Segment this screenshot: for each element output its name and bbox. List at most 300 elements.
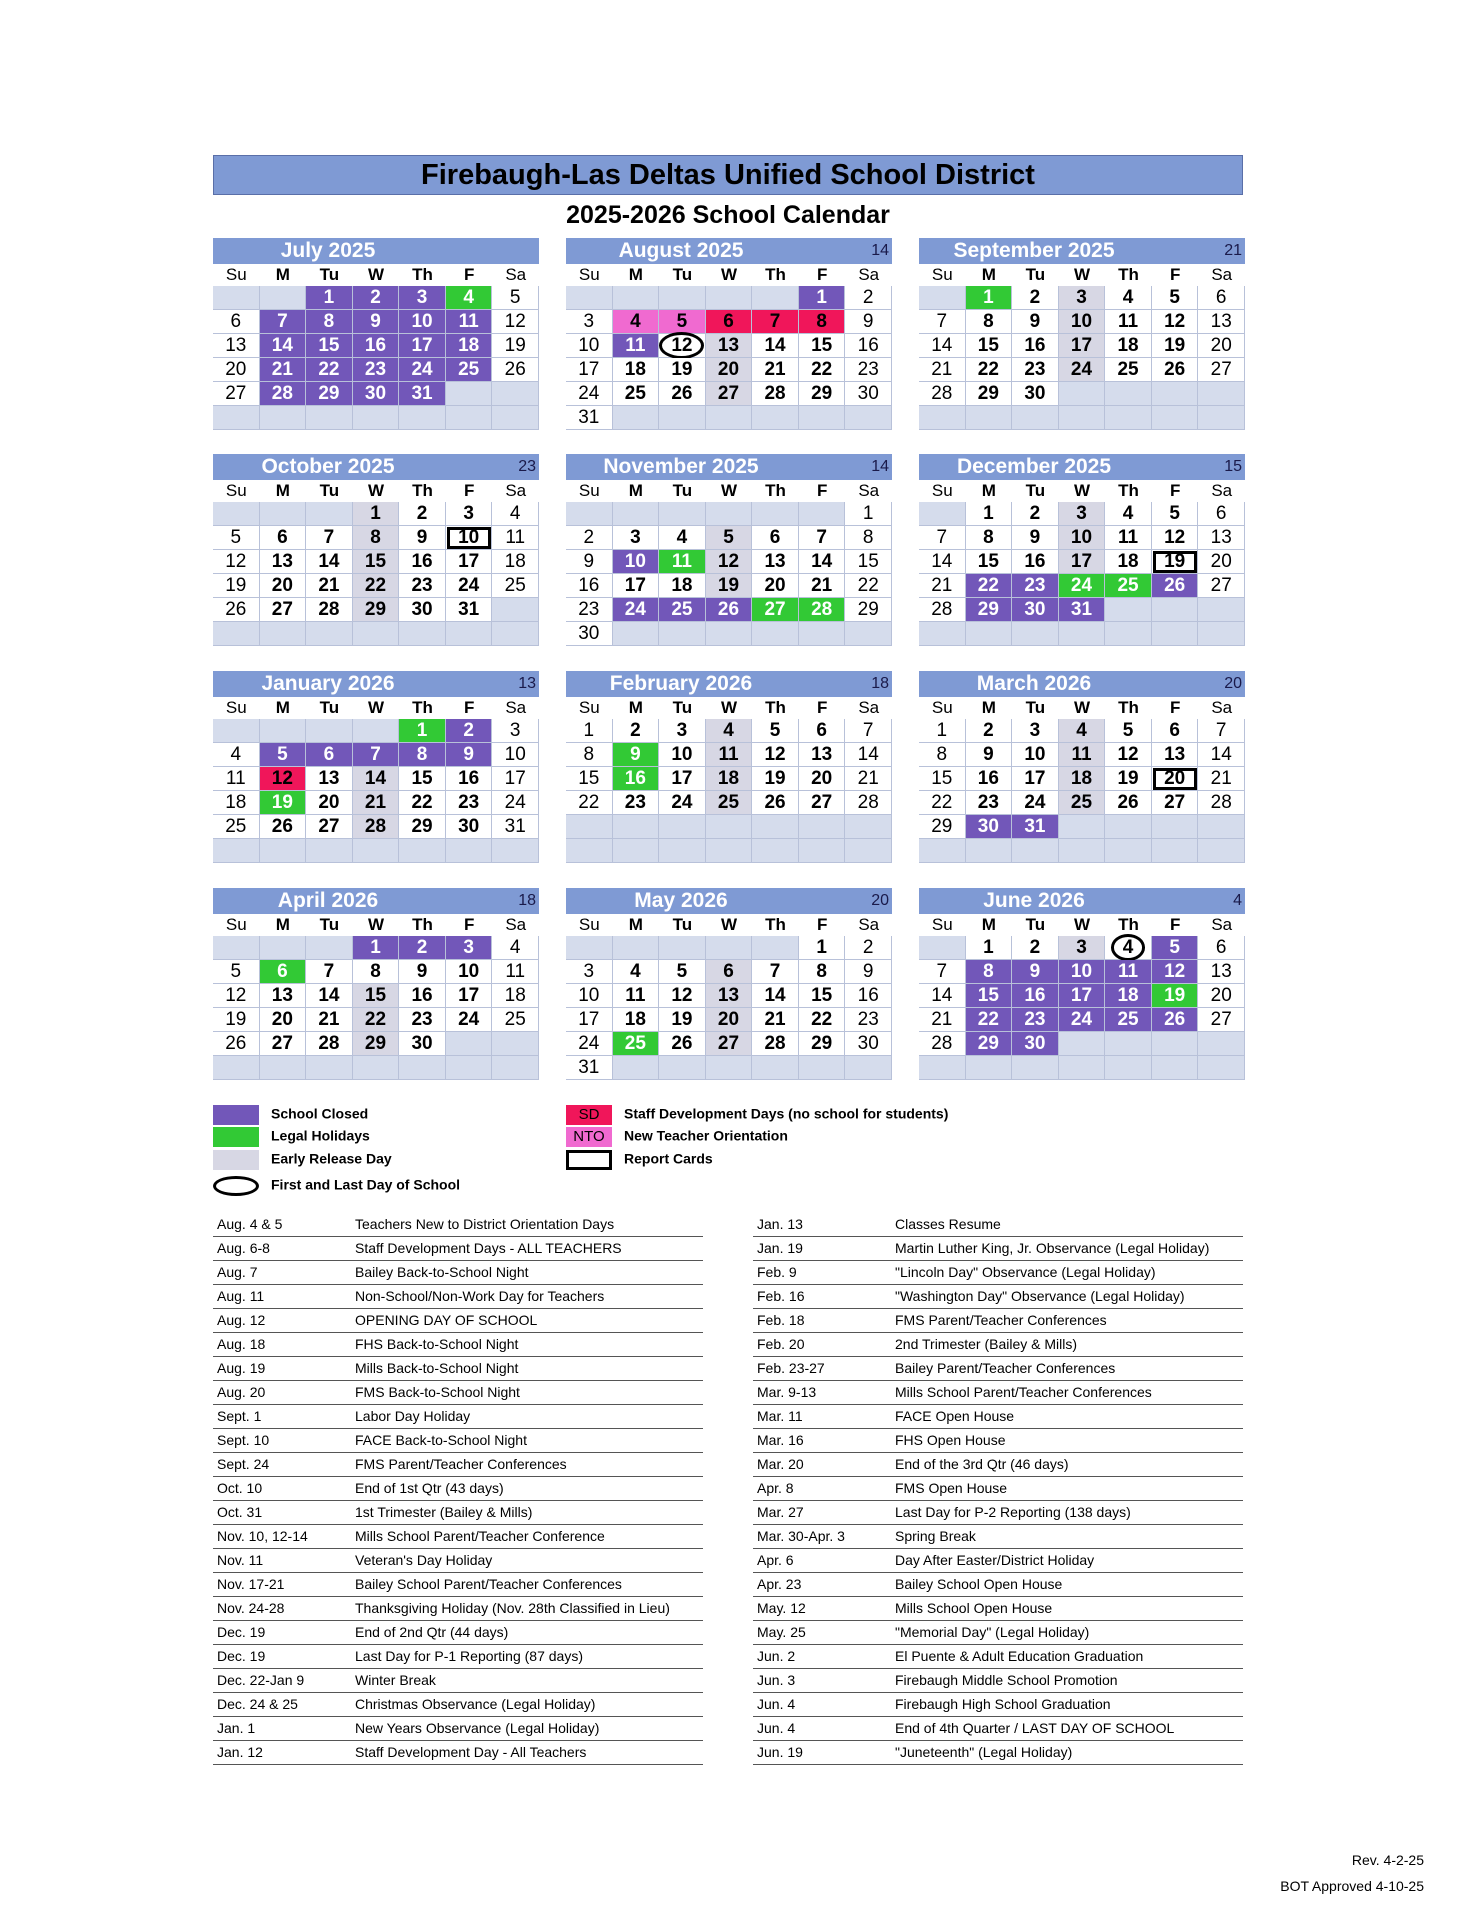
event-description: Christmas Observance (Legal Holiday) — [355, 1696, 596, 1712]
day-cell: 21 — [752, 358, 799, 382]
event-date: Apr. 23 — [757, 1576, 802, 1592]
day-cell: 7 — [306, 526, 353, 550]
day-cell: 7 — [919, 960, 966, 984]
day-cell: 28 — [919, 382, 966, 406]
day-cell: 30 — [566, 622, 613, 646]
event-date: Aug. 19 — [217, 1360, 266, 1376]
day-cell: 31 — [446, 598, 493, 622]
weekday-header: W — [353, 697, 400, 719]
event-row — [753, 1477, 1243, 1501]
day-cell: 2 — [1012, 936, 1059, 960]
empty-day-cell — [260, 839, 307, 863]
day-cell: 16 — [446, 767, 493, 791]
weekday-header: W — [353, 264, 400, 286]
day-cell: 12 — [752, 743, 799, 767]
day-cell: 22 — [966, 1008, 1013, 1032]
event-date: Aug. 12 — [217, 1312, 266, 1328]
day-cell: 9 — [566, 550, 613, 574]
day-cell: 14 — [353, 767, 400, 791]
day-cell: 8 — [353, 960, 400, 984]
empty-day-cell — [919, 502, 966, 526]
day-cell: 1 — [353, 502, 400, 526]
event-description: Labor Day Holiday — [355, 1408, 471, 1424]
weekday-header: Th — [1105, 697, 1152, 719]
empty-day-cell — [1059, 622, 1106, 646]
day-cell: 15 — [966, 334, 1013, 358]
day-cell: 22 — [306, 358, 353, 382]
weekday-header: Th — [1105, 480, 1152, 502]
day-cell: 8 — [799, 960, 846, 984]
month-name: October 2025 — [261, 455, 395, 478]
event-row — [753, 1453, 1243, 1477]
empty-day-cell — [213, 936, 260, 960]
empty-day-cell — [446, 382, 493, 406]
empty-day-cell — [1198, 815, 1245, 839]
day-cell: 19 — [1105, 767, 1152, 791]
weekday-header: Tu — [306, 697, 353, 719]
day-cell: 6 — [1198, 502, 1245, 526]
sd-swatch: SD — [566, 1105, 612, 1125]
revision-note: Rev. 4-2-25 — [1351, 1852, 1424, 1868]
weekday-header: Su — [213, 480, 260, 502]
legend-holiday-label: Legal Holidays — [271, 1127, 370, 1144]
day-cell: 14 — [1198, 743, 1245, 767]
day-cell: 6 — [706, 310, 753, 334]
weekday-header: Sa — [492, 480, 539, 502]
empty-day-cell — [1152, 382, 1199, 406]
weekday-header: Tu — [1012, 264, 1059, 286]
day-cell: 25 — [446, 358, 493, 382]
day-cell: 6 — [260, 960, 307, 984]
day-cell: 26 — [213, 598, 260, 622]
first-last-oval-icon — [213, 1176, 259, 1196]
day-cell: 9 — [1012, 310, 1059, 334]
event-date: Dec. 24 & 25 — [217, 1696, 298, 1712]
event-row — [213, 1717, 703, 1741]
day-cell: 19 — [1152, 334, 1199, 358]
weekday-header: M — [613, 480, 660, 502]
event-date: Jun. 19 — [757, 1744, 803, 1760]
empty-day-cell — [1105, 406, 1152, 430]
event-description: Mills School Open House — [895, 1600, 1053, 1616]
event-row — [753, 1573, 1243, 1597]
day-cell: 6 — [1198, 286, 1245, 310]
day-cell: 23 — [1012, 358, 1059, 382]
empty-day-cell — [706, 815, 753, 839]
empty-day-cell — [613, 839, 660, 863]
empty-day-cell — [659, 622, 706, 646]
day-cell: 28 — [306, 598, 353, 622]
day-cell: 31 — [566, 1056, 613, 1080]
empty-day-cell — [492, 1032, 539, 1056]
day-cell: 11 — [446, 310, 493, 334]
legend-nto-label: New Teacher Orientation — [624, 1127, 788, 1144]
legend-first-label: First and Last Day of School — [271, 1176, 461, 1193]
empty-day-cell — [1105, 1056, 1152, 1080]
legend-report-label: Report Cards — [624, 1150, 713, 1167]
day-cell: 5 — [1152, 936, 1199, 960]
day-cell: 19 — [706, 574, 753, 598]
event-description: Staff Development Day - All Teachers — [355, 1744, 587, 1760]
empty-day-cell — [492, 598, 539, 622]
empty-day-cell — [1012, 839, 1059, 863]
empty-day-cell — [446, 1032, 493, 1056]
month-day-count: 4 — [1233, 892, 1242, 909]
day-cell: 7 — [260, 310, 307, 334]
day-cell: 27 — [306, 815, 353, 839]
day-cell: 12 — [213, 550, 260, 574]
day-cell: 28 — [260, 382, 307, 406]
event-row — [213, 1381, 703, 1405]
day-cell: 28 — [919, 1032, 966, 1056]
legend-first — [213, 1176, 460, 1196]
day-cell: 12 — [492, 310, 539, 334]
day-cell: 25 — [492, 574, 539, 598]
event-date: Apr. 6 — [757, 1552, 794, 1568]
empty-day-cell — [213, 1056, 260, 1080]
closed-swatch — [213, 1105, 259, 1125]
empty-day-cell — [566, 936, 613, 960]
day-cell: 17 — [492, 767, 539, 791]
event-date: Sept. 24 — [217, 1456, 270, 1472]
weekday-header: F — [1152, 914, 1199, 936]
day-cell: 31 — [399, 382, 446, 406]
day-cell: 11 — [613, 334, 660, 358]
event-date: Jan. 1 — [217, 1720, 256, 1736]
event-date: Aug. 7 — [217, 1264, 258, 1280]
day-cell: 12 — [659, 984, 706, 1008]
empty-day-cell — [706, 936, 753, 960]
event-row — [213, 1333, 703, 1357]
day-cell: 3 — [1012, 719, 1059, 743]
day-cell: 11 — [1105, 310, 1152, 334]
empty-day-cell — [1012, 406, 1059, 430]
month-calendar — [566, 238, 892, 430]
day-cell: 26 — [752, 791, 799, 815]
empty-day-cell — [659, 406, 706, 430]
weekday-header: Tu — [659, 914, 706, 936]
empty-day-cell — [306, 622, 353, 646]
empty-day-cell — [213, 502, 260, 526]
day-cell: 29 — [399, 815, 446, 839]
day-cell: 26 — [1152, 1008, 1199, 1032]
event-row — [753, 1261, 1243, 1285]
event-row — [753, 1501, 1243, 1525]
day-cell: 15 — [966, 984, 1013, 1008]
event-row — [753, 1693, 1243, 1717]
legend-closed — [213, 1105, 368, 1125]
empty-day-cell — [1059, 815, 1106, 839]
day-cell: 25 — [613, 382, 660, 406]
event-date: Jun. 3 — [757, 1672, 796, 1688]
day-cell: 6 — [799, 719, 846, 743]
event-row — [213, 1621, 703, 1645]
empty-day-cell — [1059, 406, 1106, 430]
event-description: El Puente & Adult Education Graduation — [895, 1648, 1144, 1664]
event-description: Day After Easter/District Holiday — [895, 1552, 1095, 1568]
day-cell: 12 — [706, 550, 753, 574]
day-cell: 30 — [845, 382, 892, 406]
event-date: Feb. 9 — [757, 1264, 797, 1280]
empty-day-cell — [752, 815, 799, 839]
day-cell: 28 — [845, 791, 892, 815]
day-cell: 2 — [1012, 502, 1059, 526]
event-date: Dec. 22-Jan 9 — [217, 1672, 305, 1688]
day-cell: 9 — [446, 743, 493, 767]
day-cell: 20 — [260, 574, 307, 598]
weekday-header: Th — [399, 697, 446, 719]
day-cell: 26 — [213, 1032, 260, 1056]
day-cell: 8 — [919, 743, 966, 767]
day-cell: 1 — [966, 286, 1013, 310]
day-cell: 8 — [306, 310, 353, 334]
district-title: Firebaugh-Las Deltas Unified School District — [213, 155, 1243, 195]
day-cell: 7 — [1198, 719, 1245, 743]
month-day-count: 18 — [871, 675, 889, 692]
event-description: Staff Development Days - ALL TEACHERS — [355, 1240, 622, 1256]
day-cell: 10 — [399, 310, 446, 334]
day-cell: 30 — [966, 815, 1013, 839]
empty-day-cell — [659, 502, 706, 526]
day-cell: 7 — [306, 960, 353, 984]
legend-closed-label: School Closed — [271, 1105, 369, 1122]
event-date: Mar. 20 — [757, 1456, 804, 1472]
empty-day-cell — [213, 622, 260, 646]
event-row — [213, 1573, 703, 1597]
empty-day-cell — [966, 622, 1013, 646]
legend-early — [213, 1150, 392, 1170]
day-cell: 21 — [306, 1008, 353, 1032]
day-cell: 1 — [306, 286, 353, 310]
weekday-header: F — [446, 264, 493, 286]
day-cell: 13 — [1198, 960, 1245, 984]
month-calendar — [213, 454, 539, 646]
empty-day-cell — [966, 839, 1013, 863]
empty-day-cell — [706, 839, 753, 863]
day-cell: 16 — [399, 984, 446, 1008]
day-cell: 29 — [353, 598, 400, 622]
empty-day-cell — [353, 719, 400, 743]
day-cell: 19 — [1152, 550, 1199, 574]
day-cell: 25 — [613, 1032, 660, 1056]
day-cell: 11 — [1059, 743, 1106, 767]
day-cell: 25 — [213, 815, 260, 839]
day-cell: 28 — [919, 598, 966, 622]
day-cell: 1 — [919, 719, 966, 743]
month-calendar — [919, 888, 1245, 1080]
day-cell: 24 — [1059, 574, 1106, 598]
day-cell: 2 — [353, 286, 400, 310]
day-cell: 9 — [399, 960, 446, 984]
day-cell: 25 — [1105, 574, 1152, 598]
empty-day-cell — [353, 622, 400, 646]
event-description: End of 1st Qtr (43 days) — [355, 1480, 504, 1496]
day-cell: 9 — [966, 743, 1013, 767]
day-cell: 26 — [492, 358, 539, 382]
event-date: Jun. 2 — [757, 1648, 796, 1664]
day-cell: 4 — [613, 960, 660, 984]
day-cell: 22 — [799, 1008, 846, 1032]
empty-day-cell — [919, 839, 966, 863]
day-cell: 9 — [1012, 960, 1059, 984]
event-row — [213, 1261, 703, 1285]
day-cell: 5 — [659, 960, 706, 984]
empty-day-cell — [260, 286, 307, 310]
event-description: FHS Open House — [895, 1432, 1006, 1448]
day-cell: 15 — [845, 550, 892, 574]
empty-day-cell — [1012, 1056, 1059, 1080]
event-date: Feb. 18 — [757, 1312, 805, 1328]
empty-day-cell — [1105, 382, 1152, 406]
empty-day-cell — [613, 502, 660, 526]
day-cell: 11 — [706, 743, 753, 767]
day-cell: 12 — [1152, 310, 1199, 334]
day-cell: 2 — [446, 719, 493, 743]
day-cell: 25 — [706, 791, 753, 815]
day-cell: 23 — [399, 1008, 446, 1032]
day-cell: 4 — [1105, 286, 1152, 310]
day-cell: 5 — [1152, 286, 1199, 310]
event-date: Jan. 19 — [757, 1240, 803, 1256]
day-cell: 14 — [919, 984, 966, 1008]
day-cell: 19 — [1152, 984, 1199, 1008]
event-date: Nov. 17-21 — [217, 1576, 285, 1592]
day-cell: 10 — [1059, 960, 1106, 984]
month-day-count: 13 — [518, 675, 536, 692]
day-cell: 18 — [1105, 550, 1152, 574]
empty-day-cell — [260, 1056, 307, 1080]
event-row — [753, 1717, 1243, 1741]
event-date: Jan. 13 — [757, 1216, 803, 1232]
day-cell: 26 — [659, 1032, 706, 1056]
day-cell: 3 — [1059, 286, 1106, 310]
event-date: Sept. 1 — [217, 1408, 262, 1424]
empty-day-cell — [1105, 839, 1152, 863]
event-date: Mar. 11 — [757, 1408, 803, 1424]
day-cell: 18 — [1105, 334, 1152, 358]
empty-day-cell — [752, 622, 799, 646]
empty-day-cell — [1152, 622, 1199, 646]
day-cell: 14 — [752, 334, 799, 358]
empty-day-cell — [845, 839, 892, 863]
day-cell: 6 — [1198, 936, 1245, 960]
early-swatch — [213, 1150, 259, 1170]
day-cell: 30 — [1012, 382, 1059, 406]
day-cell: 12 — [213, 984, 260, 1008]
weekday-header: Tu — [1012, 697, 1059, 719]
weekday-header: Sa — [492, 697, 539, 719]
day-cell: 3 — [446, 502, 493, 526]
empty-day-cell — [213, 839, 260, 863]
day-cell: 23 — [845, 358, 892, 382]
weekday-header: M — [260, 480, 307, 502]
day-cell: 7 — [752, 960, 799, 984]
event-row — [753, 1645, 1243, 1669]
day-cell: 5 — [1105, 719, 1152, 743]
day-cell: 8 — [799, 310, 846, 334]
event-row — [753, 1597, 1243, 1621]
day-cell: 23 — [399, 574, 446, 598]
day-cell: 18 — [706, 767, 753, 791]
day-cell: 21 — [353, 791, 400, 815]
event-row — [213, 1669, 703, 1693]
day-cell: 15 — [799, 984, 846, 1008]
day-cell: 26 — [659, 382, 706, 406]
day-cell: 20 — [706, 358, 753, 382]
day-cell: 23 — [1012, 1008, 1059, 1032]
day-cell: 24 — [1059, 1008, 1106, 1032]
day-cell: 29 — [799, 1032, 846, 1056]
day-cell: 28 — [799, 598, 846, 622]
weekday-header: F — [1152, 697, 1199, 719]
day-cell: 8 — [353, 526, 400, 550]
day-cell: 15 — [966, 550, 1013, 574]
day-cell: 10 — [659, 743, 706, 767]
event-date: Feb. 23-27 — [757, 1360, 825, 1376]
weekday-header: Tu — [1012, 914, 1059, 936]
empty-day-cell — [492, 382, 539, 406]
empty-day-cell — [399, 1056, 446, 1080]
event-row — [753, 1237, 1243, 1261]
day-cell: 27 — [260, 598, 307, 622]
event-description: Mills School Parent/Teacher Conferences — [895, 1384, 1152, 1400]
event-row — [213, 1477, 703, 1501]
weekday-header: Su — [213, 264, 260, 286]
weekday-header: Su — [566, 914, 613, 936]
weekday-header: F — [799, 697, 846, 719]
event-row — [213, 1597, 703, 1621]
day-cell: 21 — [799, 574, 846, 598]
legend-early-label: Early Release Day — [271, 1150, 392, 1167]
empty-day-cell — [446, 839, 493, 863]
weekday-header: Tu — [306, 264, 353, 286]
day-cell: 4 — [659, 526, 706, 550]
empty-day-cell — [353, 1056, 400, 1080]
weekday-header: F — [799, 264, 846, 286]
day-cell: 22 — [966, 574, 1013, 598]
day-cell: 20 — [260, 1008, 307, 1032]
day-cell: 3 — [446, 936, 493, 960]
event-date: Aug. 4 & 5 — [217, 1216, 283, 1232]
empty-day-cell — [706, 406, 753, 430]
day-cell: 27 — [260, 1032, 307, 1056]
empty-day-cell — [446, 406, 493, 430]
day-cell: 3 — [613, 526, 660, 550]
month-day-count: 14 — [871, 458, 889, 475]
event-row — [213, 1237, 703, 1261]
event-description: 1st Trimester (Bailey & Mills) — [355, 1504, 533, 1520]
empty-day-cell — [1059, 839, 1106, 863]
event-date: Dec. 19 — [217, 1648, 266, 1664]
empty-day-cell — [260, 622, 307, 646]
empty-day-cell — [613, 1056, 660, 1080]
day-cell: 22 — [799, 358, 846, 382]
event-date: May. 25 — [757, 1624, 806, 1640]
day-cell: 31 — [492, 815, 539, 839]
month-header — [213, 454, 539, 480]
weekday-header: Su — [566, 480, 613, 502]
day-cell: 16 — [399, 550, 446, 574]
day-cell: 17 — [566, 1008, 613, 1032]
weekday-header: Th — [752, 914, 799, 936]
weekday-header: Tu — [1012, 480, 1059, 502]
month-header — [566, 454, 892, 480]
day-cell: 10 — [492, 743, 539, 767]
event-description: "Washington Day" Observance (Legal Holiday) — [895, 1288, 1185, 1304]
day-cell: 3 — [659, 719, 706, 743]
month-name: January 2026 — [261, 672, 395, 695]
event-date: Mar. 16 — [757, 1432, 804, 1448]
